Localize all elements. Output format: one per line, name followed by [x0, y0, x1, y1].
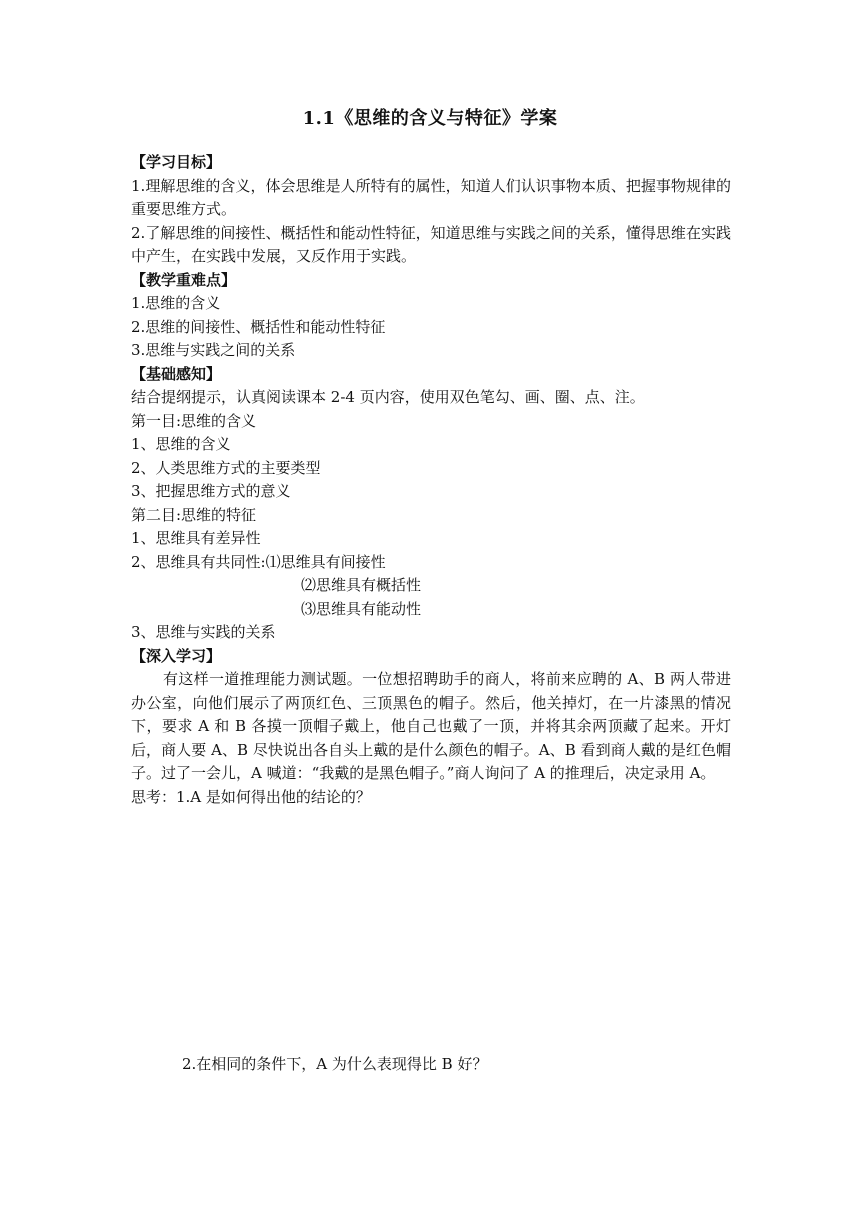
part2-item-2-label: 2、思维具有共同性: [131, 552, 266, 571]
key-points-heading: 【教学重难点】 [131, 270, 237, 289]
question-1: 思考：1.A 是如何得出他的结论的？ [131, 787, 371, 806]
learning-goal-1: 1.理解思维的含义，体会思维是人所特有的属性，知道人们认识事物本质、把握事物规律的重要思维方式。 [131, 176, 731, 218]
key-point-2: 2.思维的间接性、概括性和能动性特征 [131, 317, 386, 336]
key-point-1: 1.思维的含义 [131, 294, 221, 312]
learning-goal-2: 2.了解思维的间接性、概括性和能动性特征，知道思维与实践之间的关系，懂得思维在实践中产生，在实践中发展，又反作用于实践。 [131, 223, 731, 265]
basics-heading: 【基础感知】 [131, 364, 222, 383]
part1-item-3: 3、把握思维方式的意义 [131, 482, 291, 500]
document-body [131, 151, 731, 809]
part2-title: 第二目:思维的特征 [131, 505, 257, 524]
part2-sub-2: ⑵思维具有概括性 [301, 576, 422, 594]
part2-item-2 [131, 551, 731, 575]
part2-sub-3: ⑶思维具有能动性 [301, 599, 422, 618]
key-point-3: 3.思维与实践之间的关系 [131, 341, 296, 359]
learning-goals-heading: 【学习目标】 [131, 153, 222, 171]
question-2: 2.在相同的条件下，A 为什么表现得比 B 好？ [182, 1055, 488, 1073]
part2-item-3: 3、思维与实践的关系 [131, 623, 276, 641]
part1-item-1: 1、思维的含义 [131, 435, 231, 453]
part2-sub-1: ⑴思维具有间接性 [265, 552, 386, 571]
basics-intro: 结合提纲提示，认真阅读课本 2-4 页内容，使用双色笔勾、画、圈、点、注。 [131, 388, 645, 406]
part1-item-2: 2、人类思维方式的主要类型 [131, 458, 321, 477]
deep-learning-paragraph: 有这样一道推理能力测试题。一位想招聘助手的商人，将前来应聘的 A、B 两人带进办公室，向他们展示了两顶红色、三顶黑色的帽子。然后，他关掉灯，在一片漆黑的情况下，要求 A 和 B 各摸一顶帽子戴上，他自己也戴了一顶，并将其余两顶藏了起来。开灯后，商人要 A、B 尽快说出各自头上戴的是什么颜色的帽子。A、B 看到商人戴的是红色帽子。过了一会儿，A 喊道：“我戴的是黑色帽子。”商人询问了 A 的推理后，决定录用 A。 [131, 670, 731, 782]
part2-item-1: 1、思维具有差异性 [131, 529, 261, 547]
deep-learning-heading: 【深入学习】 [131, 646, 222, 665]
part1-title: 第一目:思维的含义 [131, 411, 257, 430]
document-title: 1.1《思维的含义与特征》学案 [302, 108, 558, 129]
